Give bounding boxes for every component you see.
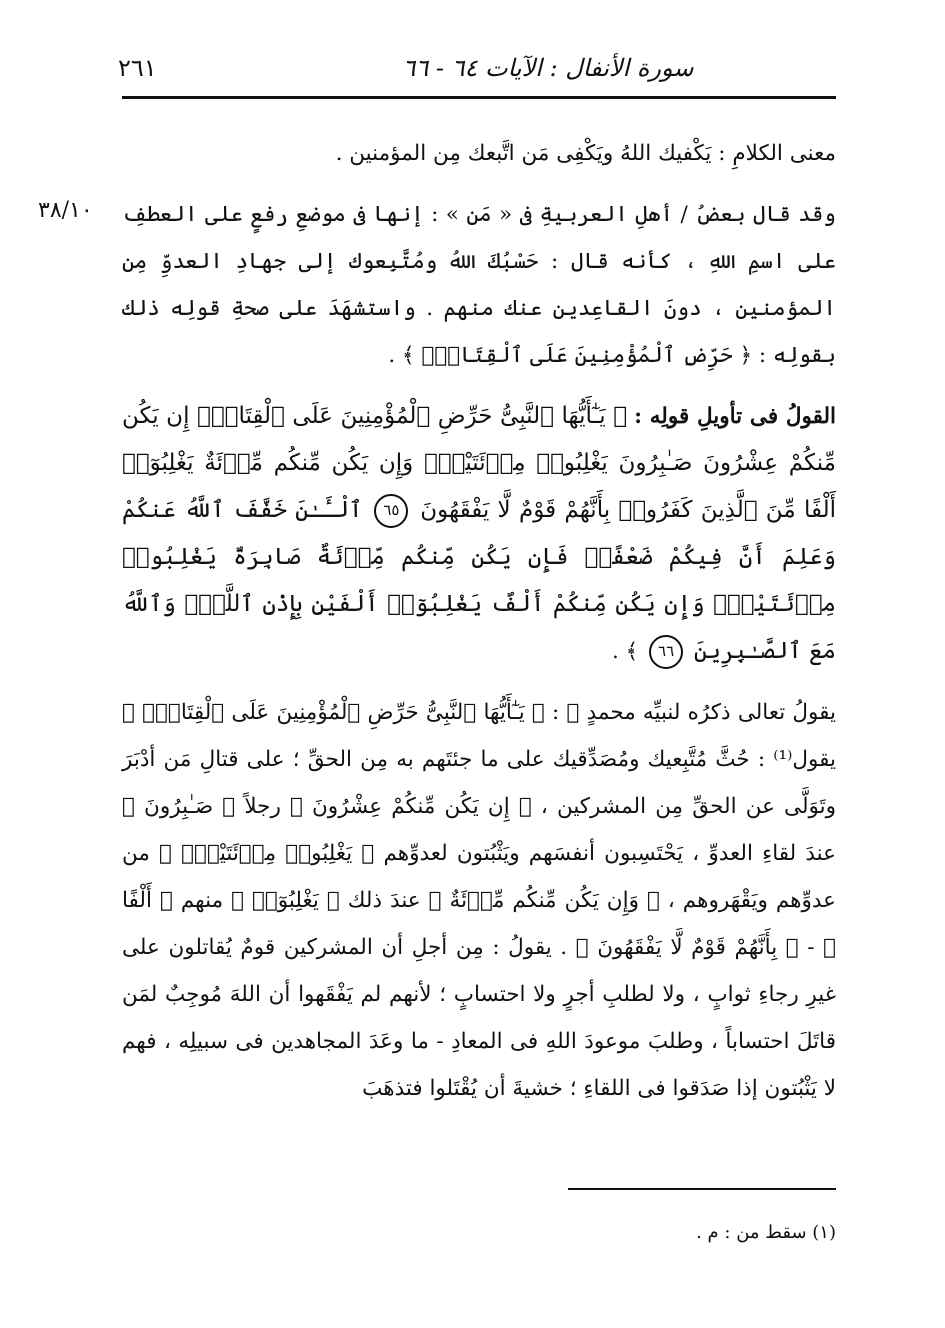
main-text [122, 130, 836, 1126]
margin-reference: ٣٨/١٠ [38, 198, 93, 223]
footnote: (١) سقط من : م . [696, 1222, 836, 1243]
ayah-number-65: ٦٥ [374, 494, 408, 528]
header-rule [122, 96, 836, 99]
ayah-close: ﴾ . [611, 639, 639, 664]
verse-paragraph [122, 393, 836, 675]
page-number: ٢٦١ [118, 54, 157, 82]
paragraph-1: معنى الكلامِ : يَكْفيك اللهُ ويَكْفِى مَن اتَّبعك مِن المؤمنين . [335, 141, 836, 166]
paragraph-2: وقد قال بعضُ / أهلِ العربيةِ فى « مَن » : إنها فى موضعِ رفعٍ على العطفِ على اسمِ اللهِ ، كأنه قال : حَسْبُكَ اللهُ ومُتَّبِعوك إلى جهادِ العدوِّ مِن المؤمنين ، دونَ القاعِدين عنك منهم . واستشهَدَ على صحةِ قولِه ذلك بقولِه : ﴿ حَرِّضِ ٱلْمُؤْمِنِينَ عَلَى ٱلْقِتَالِۚ ﴾ . [122, 202, 836, 368]
commentary-paragraph: يقولُ تعالى ذكرُه لنبيِّه محمدٍ ﷺ : ﴿ يَـٰٓأَيُّهَا ٱلنَّبِىُّ حَرِّضِ ٱلْمُؤْمِنِينَ عَلَى ٱلْقِتَالِۚ ﴾ يقول⁽¹⁾ : حُثَّ مُتَّبِعيك ومُصَدِّقيك على ما جئتَهم به مِن الحقِّ ؛ على قتالِ مَن أدْبَرَ وتَوَلَّى عن الحقِّ مِن المشركين ، ﴿ إِن يَكُن مِّنكُمْ عِشْرُونَ ﴾ رجلاً ﴿ صَـٰبِرُونَ ﴾ عندَ لقاءِ العدوِّ ، يَحْتَسِبون أنفسَهم ويَثْبُتون لعدوِّهم ﴿ يَغْلِبُوا۟ مِا۟ئَتَيْنِۚ ﴾ من عدوِّهم ويَقْهَروهم ، ﴿ وَإِن يَكُن مِّنكُم مِّا۟ئَةٌ ﴾ عندَ ذلك ﴿ يَغْلِبُوٓا۟ ﴾ منهم ﴿ أَلْفًا ﴾ - ﴿ بِأَنَّهُمْ قَوْمٌ لَّا يَفْقَهُونَ ﴾ . يقولُ : مِن أجلِ أن المشركين قومٌ يُقاتلون على غيرِ رجاءِ ثوابٍ ، ولا لطلبِ أجرٍ ولا احتسابٍ ؛ لأنهم لم يَفْقَهوا أن اللهَ مُوجِبٌ لمَن قاتَلَ احتساباً ، وطلبَ موعودَ اللهِ فى المعادِ - ما وعَدَ المجاهدين فى سبيلِه ، فهم لا يَثْبُتون إذا صَدَقوا فى اللقاءِ ؛ خشيةَ أن يُقْتَلوا فتذهَبَ [122, 700, 836, 1101]
ayah-text-65: ﴿ يَـٰٓأَيُّهَا ٱلنَّبِىُّ حَرِّضِ ٱلْمُؤْمِنِينَ عَلَى ٱلْقِتَالِۚ إِن يَكُن مِّنكُمْ عِشْرُونَ صَـٰبِرُونَ يَغْلِبُوا۟ مِا۟ئَتَيْنِۚ وَإِن يَكُن مِّنكُم مِّا۟ئَةٌ يَغْلِبُوٓا۟ أَلْفًا مِّنَ ٱلَّذِينَ كَفَرُوا۟ بِأَنَّهُمْ قَوْمٌ لَّا يَفْقَهُونَ [122, 403, 836, 523]
ayah-text-66: ٱلْـَٔـٰنَ خَفَّفَ ٱللَّهُ عَنكُمْ وَعَلِمَ أَنَّ فِيكُمْ ضَعْفًاۚ فَإِن يَكُن مِّنكُم مِّا۟ئَةٌ صَابِرَةٌ يَغْلِبُوا۟ مِا۟ئَتَيْنِۚ وَإِن يَكُن مِّنكُمْ أَلْفٌ يَغْلِبُوٓا۟ أَلْفَيْنِ بِإِذْنِ ٱللَّهِۗ وَٱللَّهُ مَعَ ٱلصَّـٰبِرِينَ [122, 497, 836, 664]
running-title: سورة الأنفال : الآيات ٦٤ - ٦٦ [402, 54, 694, 82]
page-header [118, 50, 838, 90]
ayah-number-66: ٦٦ [649, 635, 683, 669]
section-heading: القولُ فى تأويلِ قولِه : [634, 404, 836, 429]
footnote-rule [568, 1188, 836, 1190]
